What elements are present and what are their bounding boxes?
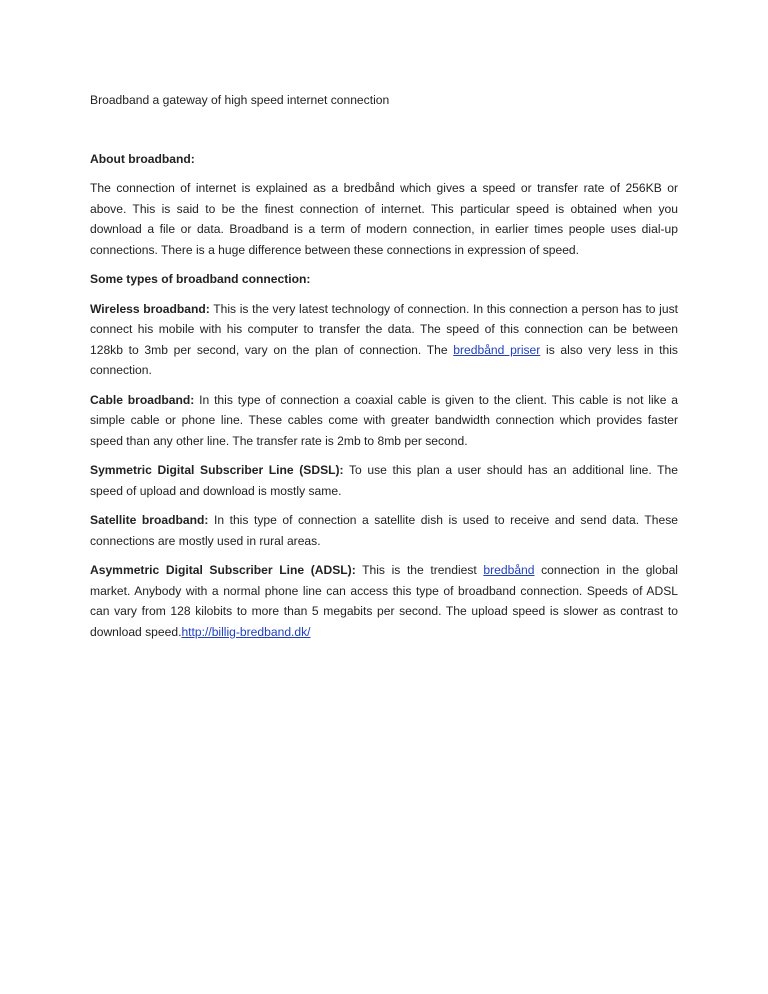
adsl-term: Asymmetric Digital Subscriber Line (ADSL): [90,563,356,577]
adsl-text-middle: connection in the global market. Anybody with a normal phone line can access this type of broadband connection. Speeds of ADSL can vary from 128 kilobits to more than 5 megabits per second. The upload speed is slower as contrast to download speed. [90,563,678,639]
wireless-paragraph [90,299,678,381]
document-title: Broadband a gateway of high speed internet connection [90,93,390,107]
sdsl-text: To use this plan a user should has an additional line. The speed of upload and download is mostly same. [90,463,678,498]
adsl-text-before: This is the trendiest [355,563,484,577]
cable-paragraph [90,390,678,452]
billig-bredband-url-link[interactable]: http://billig-bredband.dk/ [181,624,311,639]
wireless-text-before: This is the very latest technology of connection. In this connection a person has to just connect his mobile with his computer to transfer the data. The speed of this connection can be between 128kb to 3mb per second, vary on the plan of connection. The [90,301,678,357]
sdsl-paragraph [90,460,678,501]
adsl-paragraph [90,560,678,642]
types-heading: Some types of broadband connection: [90,272,311,286]
wireless-text-after: is also very less in this connection. [90,342,678,377]
bredband-link[interactable]: bredbånd [483,563,535,577]
bredband-priser-link[interactable]: bredbånd priser [453,342,541,357]
sdsl-term: Symmetric Digital Subscriber Line (SDSL): [90,463,344,477]
about-paragraph: The connection of internet is explained as a bredbånd which gives a speed or transfer rate of 256KB or above. This is said to be the finest connection of internet. This particular speed is obtained when you download a file or data. Broadband is a term of modern connection, in earlier times people uses dial-up connections. There is a huge difference between these connections in expression of speed. [90,181,678,257]
satellite-text: In this type of connection a satellite dish is used to receive and send data. These connections are mostly used in rural areas. [90,513,679,548]
cable-term: Cable broadband: [90,392,195,407]
about-heading: About broadband: [90,151,195,166]
wireless-term: Wireless broadband: [90,301,210,316]
satellite-paragraph [90,510,678,551]
satellite-term: Satellite broadband: [90,513,209,527]
document-body [90,90,678,651]
cable-text: In this type of connection a coaxial cable is given to the client. This cable is not like a simple cable or phone line. These cables come with greater bandwidth connection which provides faster speed than any other line. The transfer rate is 2mb to 8mb per second. [90,392,678,448]
